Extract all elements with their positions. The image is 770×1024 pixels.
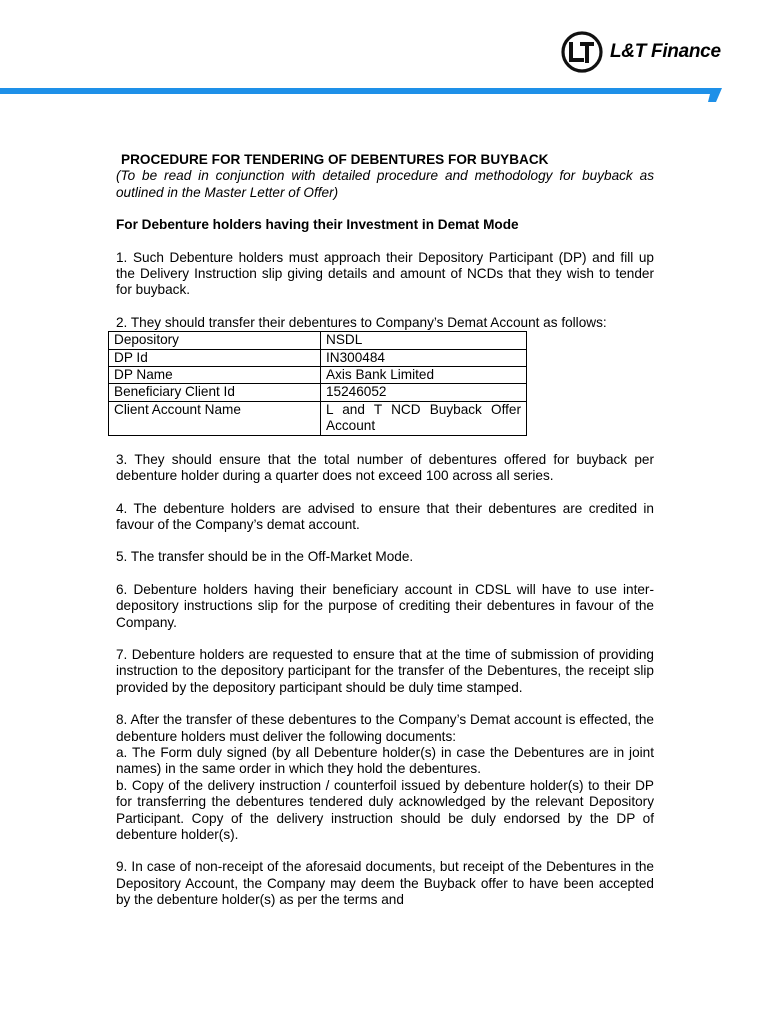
table-row [109, 401, 527, 435]
brand-name: L&T Finance [610, 41, 721, 62]
table-cell-label: DP Name [109, 367, 321, 384]
paragraph-4: 4. The debenture holders are advised to ensure that their debentures are credited in favour of the Company’s demat account. [116, 500, 654, 532]
table-cell-label: Beneficiary Client Id [109, 384, 321, 401]
paragraph-9: 9. In case of non-receipt of the aforesaid documents, but receipt of the Debentures in the Depository Account, the Company may deem the Buyback offer to have been accepted by the debenture holder(s) as per the terms and [116, 859, 654, 908]
table-cell-value: IN300484 [321, 349, 527, 366]
paragraph-1: 1. Such Debenture holders must approach their Depository Participant (DP) and fill up the Delivery Instruction slip giving details and amount of NCDs that they wish to tender for buyback. [116, 249, 654, 298]
table-row [109, 349, 527, 366]
table-row [109, 332, 527, 349]
table-cell-label: Depository [109, 332, 321, 349]
table-row [109, 384, 527, 401]
paragraph-8: 8. After the transfer of these debentures to the Company’s Demat account is effected, the debenture holders must deliver the following documents: [116, 712, 654, 744]
table-cell-value: 15246052 [321, 384, 527, 401]
paragraph-2: 2. They should transfer their debentures to Company’s Demat Account as follows: [116, 314, 607, 330]
table-cell-value: Axis Bank Limited [321, 367, 527, 384]
brand-logo [560, 30, 730, 74]
table-row [109, 367, 527, 384]
paragraph-6: 6. Debenture holders having their beneficiary account in CDSL will have to use inter-depository instructions slip for the purpose of crediting their debentures in favour of the Company. [116, 581, 654, 630]
paragraph-8a: a. The Form duly signed (by all Debenture holder(s) in case the Debentures are in joint names) in the same order in which they hold the debentures. [116, 744, 654, 777]
section-heading: For Debenture holders having their Investment in Demat Mode [116, 217, 519, 233]
demat-account-table [108, 331, 527, 435]
header-accent-band [0, 88, 722, 102]
paragraph-7: 7. Debenture holders are requested to ensure that at the time of submission of providing instruction to the depository participant for the transfer of the Debentures, the receipt slip provided by the depository participant should be duly time stamped. [116, 646, 654, 695]
document-body [116, 152, 654, 909]
document-subtitle: (To be read in conjunction with detailed procedure and methodology for buyback as outlined in the Master Letter of Offer) [116, 168, 654, 200]
table-cell-value: NSDL [321, 332, 527, 349]
paragraph-3: 3. They should ensure that the total number of debentures offered for buyback per debenture holder during a quarter does not exceed 100 across all series. [116, 451, 654, 484]
document-title: PROCEDURE FOR TENDERING OF DEBENTURES FOR BUYBACK [121, 152, 549, 167]
paragraph-5: 5. The transfer should be in the Off-Market Mode. [116, 549, 414, 565]
table-cell-value: L and T NCD Buyback Offer Account [321, 401, 527, 435]
table-cell-label: DP Id [109, 349, 321, 366]
lt-logo-icon [560, 30, 604, 74]
table-cell-label: Client Account Name [109, 401, 321, 435]
paragraph-8b: b. Copy of the delivery instruction / counterfoil issued by debenture holder(s) to their DP for transferring the debentures tendered duly acknowledged by the relevant Depository Participant. Copy of the delivery instruction should be duly endorsed by the DP of debenture holder(s). [116, 777, 654, 842]
